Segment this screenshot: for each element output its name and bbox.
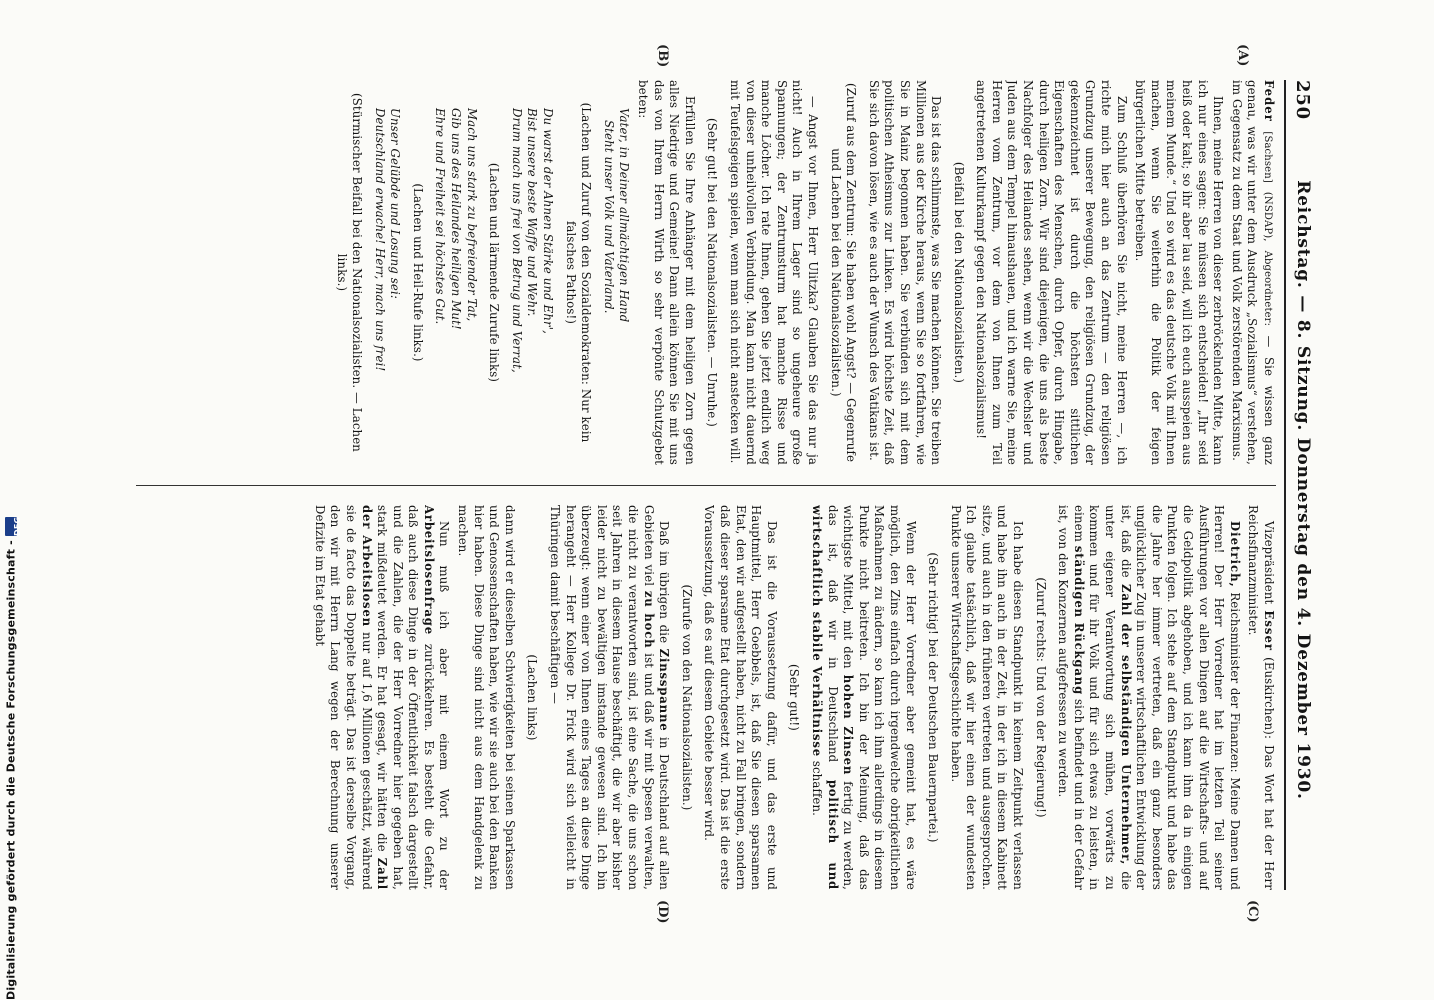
verse-line: Mach uns stark zu befreiender Tat, [464, 108, 479, 322]
dfg-logo: DFG [5, 517, 17, 536]
interjection: (Sehr gut! bei den Nationalsozialisten. — Unruhe.) [705, 118, 720, 427]
verse-line: Unser Gelübde und Losung sei: [388, 108, 403, 299]
paragraph [1228, 80, 1276, 465]
emphasis-text: Zahl der Arbeitslosen [359, 505, 390, 890]
left-column [136, 80, 1276, 465]
interjection: (Sehr gut!) [787, 664, 802, 731]
margin-marker-c: (C) [1245, 900, 1260, 923]
paragraph-text: sich befindet und in der Gefahr ist, von den Konzernen aufgefressen zu werden. [1056, 505, 1086, 890]
emphasis-text: Arbeitslosenfrage [421, 505, 436, 635]
digitization-credit [4, 516, 22, 1000]
paragraph-text: — Sie wissen ganz genau, was wir unter dem Ausdruck „Sozialismus“ verstehen, im Gegensatz zu dem Staat und Volk zerstörenden Marxismus. [1229, 80, 1276, 465]
paragraph [1055, 505, 1242, 890]
paragraph-text: ist und daß wir mit Spesen verwalten, die nicht zu verantworten sind, ist eine Sache, die uns schon seit Jahren in diesem Hause beschäftigt, die wir aber bisher leider nicht zu bewältigen imstande gewesen sind. Ich bin überzeugt: wenn einer von Ihnen eines Tages an diese Dinge herangeht — Herr Kollege Dr. Frick wird sich vielleicht in Thüringen damit beschäftigen — [548, 505, 656, 890]
speaker-title: Vizepräsident [1262, 521, 1276, 605]
margin-marker-a: (A) [1235, 44, 1250, 67]
page-header [1284, 80, 1320, 890]
paragraph-text: die unter eigener Verantwortung sich mühen, vorwärts zu kommen und für ihr Volk und für sich etwas zu leisten, in einem [1071, 505, 1133, 890]
interjection: (Beifall bei den Nationalsozialisten.) [951, 161, 966, 384]
speaker-role: Reichsminister der Finanzen: [1227, 592, 1242, 773]
speaker-name: Esser [1262, 610, 1276, 652]
right-column [136, 505, 1276, 890]
paragraph-text: Meine Damen und Herren! Der Herr Vorredner hat im letzten Teil seiner Ausführungen vor allen Dingen auf die Wirtschafts- und auf die Geldpolitik abgehoben, und ich kann ihm da in einigen Punkten folgen. Ich stehe auf dem Standpunkt und habe das die Jahre her immer vertreten, daß ein ganz besonders unglücklicher Zug in unserer wirtschaftlichen Entwicklung der ist, daß die [1118, 505, 1242, 890]
paragraph-text: Wenn der Herr Vorredner aber gemeint hat, es wäre möglich, den Zins einfach durch irgendwelche obrigkeitlichen Maßnahmen zu ändern, so kann ich ihm allerdings in diesem Punkte nicht beitreten. Ich bin der Meinung, daß das wichtigste Mittel, mit den [841, 505, 918, 890]
interjection: (Zuruf rechts: Und von der Regierung!) [1033, 577, 1048, 818]
interjection: (Stürmischer Beifall bei den Nationalsozialisten. — Lachen links.) [334, 93, 365, 452]
verse-line: Steht unser Volk und Vaterland. [601, 120, 616, 314]
paragraph-text: schaffen. [809, 760, 824, 817]
paragraph: Das ist das schlimmste, was Sie machen können. Sie treiben Millionen aus der Kirche heraus, wenn Sie so fortfahren, wie Sie in Mainz begonnen haben. Sie verbünden sich mit dem politischen Atheismus zur Linken. Es wird höchste Zeit, daß Sie sich davon lösen, wie es auch der Wunsch des Vatikans ist. [866, 80, 944, 465]
paragraph-text: (Euskirchen): Das Wort hat der Herr Reichsfinanzminister. [1246, 505, 1276, 890]
paragraph: Ihnen, meine Herren von dieser zerbröckelnden Mitte, kann ich nur eines sagen: Sie müssen sich entscheiden! „Ihr seid heiß oder kalt; so ihr aber lau seid, will ich euch ausspeien aus meinem Munde.“ Und so wird es das deutsche Volk mit Ihnen machen, wenn Sie weiterhin die Politik der feigen bürgerlichen Mitte betreiben. [1133, 80, 1226, 465]
paragraph: dann wird er dieselben Schwierigkeiten bei seinen Sparkassen und Genossenschaften haben, wie wir sie auch bei den Banken hier haben. Diese Dinge sind nicht aus dem Handgelenk zu machen. [456, 505, 517, 890]
verse-line: Deutschland erwache! Herr, mach uns frei! [372, 108, 387, 372]
speaker-name: Feder [1262, 80, 1276, 122]
paragraph-text: nur auf 1,6 Millionen geschätzt, während sie de facto das Doppelte beträgt. Das ist derselbe Vorgang, den wir mit Herrn Lang wegen der Berechnung unserer Defizite im Etat gehabt [312, 505, 374, 890]
paragraph: Das ist die Voraussetzung dafür, und das erste und Hauptmittel, Herr Goebbels, ist, daß Sie diesen sparsamen Etat, den wir aufgestellt haben, nicht zu Fall bringen, sondern daß dieser sparsame Etat durchgesetzt wird. Das ist die erste Voraussetzung, daß es auf diesem Gebiete besser wird. [702, 505, 779, 890]
margin-marker-d: (D) [655, 900, 670, 924]
page-number: 250 [1292, 80, 1314, 120]
verse-line: Ehre und Freiheit sei höchstes Gut. [433, 108, 448, 325]
paragraph [808, 505, 917, 890]
verse-line: Du warst der Ahnen Stärke und Ehr', [541, 108, 556, 334]
paragraph: — Angst vor Ihnen, Herr Ulitzka? Glauben Sie das nur ja nicht! Auch in Ihrem Lager sind so ungeheure große Spannungen; der Zentrumsturm hat manche Risse und manche Löcher. Ich rate Ihnen, gehen Sie jetzt endlich weg von dieser unheilvollen Verbindung. Man kann nicht dauernd mit Teufelsgeigen spielen, wenn man sich nicht anstecken will. [728, 80, 820, 465]
interjection: (Zurufe von den Nationalsozialisten.) [679, 584, 694, 811]
verse-line: Bist unsere beste Waffe und Wehr. [525, 108, 540, 317]
interjection: (Lachen und Heil-Rufe links.) [410, 183, 425, 362]
emphasis-text: zu hoch [641, 590, 656, 649]
emphasis-text: Zinsspanne [657, 648, 672, 732]
column-divider [136, 485, 1276, 486]
paragraph-text: Daß im übrigen die [657, 521, 672, 644]
interjection: (Lachen links) [525, 654, 540, 741]
verse-line: Vater, in Deiner allmächtigen Hand [617, 108, 632, 323]
paragraph: Zum Schluß überhören Sie nicht, meine Herren —, ich richte mich hier auch an das Zentrum — den religiösen Grundzug unserer Bewegung, den religiösen Grundzug, der gekennzeichnet ist durch die höchsten sittlichen Eigenschaften des Menschen, durch Opfer, durch Hingabe, durch heiligen Zorn. Wir sind diejenigen, die uns als beste Nachfolger des Heilandes sehen, wenn wir die Wechsler und Juden aus dem Tempel hinaushauen, und ich warne Sie, meine Herren vom Zentrum, vor dem von Ihnen zum Teil angetretenen Kulturkampf gegen den Nationalsozialismus! [974, 80, 1129, 465]
emphasis-text: hohen Zinsen [841, 674, 856, 776]
paragraph: Ich habe diesen Standpunkt in keinem Zeitpunkt verlassen und habe ihn auch in der Zeit, in der ich in diesem Kabinett sitze, und auch in den früheren vertreten und ausgesprochen. Ich glaube tatsächlich, daß wir hier einen der wundesten Punkte unserer Wirtschaftsgeschichte haben. [948, 505, 1026, 890]
margin-marker-b: (B) [655, 44, 670, 68]
interjection: (Lachen und lärmende Zurufe links) [487, 162, 502, 383]
verse-line: Drum mach uns frei von Betrug und Verrat, [509, 108, 524, 373]
interjection: (Sehr richtig! bei der Deutschen Bauernpartei.) [926, 552, 941, 843]
emphasis-text: Zahl der selbständigen Unternehmer, [1118, 584, 1133, 866]
paragraph-text: zurückkehren. Es besteht die Gefahr, daß auch diese Dinge in der Öffentlichkeit falsch dargestellt und die Zahlen, die der Herr Vorredner hier gegeben hat, stark mißdeutet werden. Er hat gesagt, wir hätten die [375, 505, 436, 890]
paragraph: Erfüllen Sie Ihre Anhänger mit dem heiligen Zorn gegen alles Niedrige und Gemeine! Dann allein können Sie mit uns das von Ihrem Herrn Wirth so sehr verpönte Schutzgebet beten: [636, 80, 697, 465]
paragraph [1245, 505, 1276, 890]
paragraph-text: fertig zu werden, das ist, daß wir in Deutschland [825, 505, 856, 890]
verse-line: Gib uns des Heilandes heiligen Mut! [449, 108, 464, 330]
speaker-name: Dietrich, [1227, 521, 1242, 588]
running-title: Reichstag. — 8. Sitzung. Donnerstag den 4. Dezember 1930. [1293, 180, 1313, 800]
interjection: (Lachen und Zuruf von den Sozialdemokraten: Nur kein falsches Pathos!) [563, 102, 594, 443]
paragraph [311, 505, 451, 890]
credit-text: Digitalisierung gefördert durch die Deutsche Forschungsgemeinschaft - [4, 540, 18, 1000]
paragraph [546, 505, 671, 890]
paragraph-text: in Deutschland auf allen Gebieten viel [641, 505, 672, 890]
interjection: (Zuruf aus dem Zentrum: Sie haben wohl Angst? — Gegenrufe und Lachen bei den Nationalsozialisten.) [828, 82, 859, 463]
emphasis-text: ständigen Rückgang [1071, 545, 1086, 696]
rotated-document-page [120, 44, 1320, 924]
paragraph-text: Nun muß ich aber mit einem Wort zu der [437, 521, 452, 890]
emphasis-text: politisch und wirtschaftlich stabile Verhältnisse [809, 505, 840, 890]
speaker-note: [Sachsen] (NSDAP), Abgeordneter: [1262, 131, 1273, 327]
